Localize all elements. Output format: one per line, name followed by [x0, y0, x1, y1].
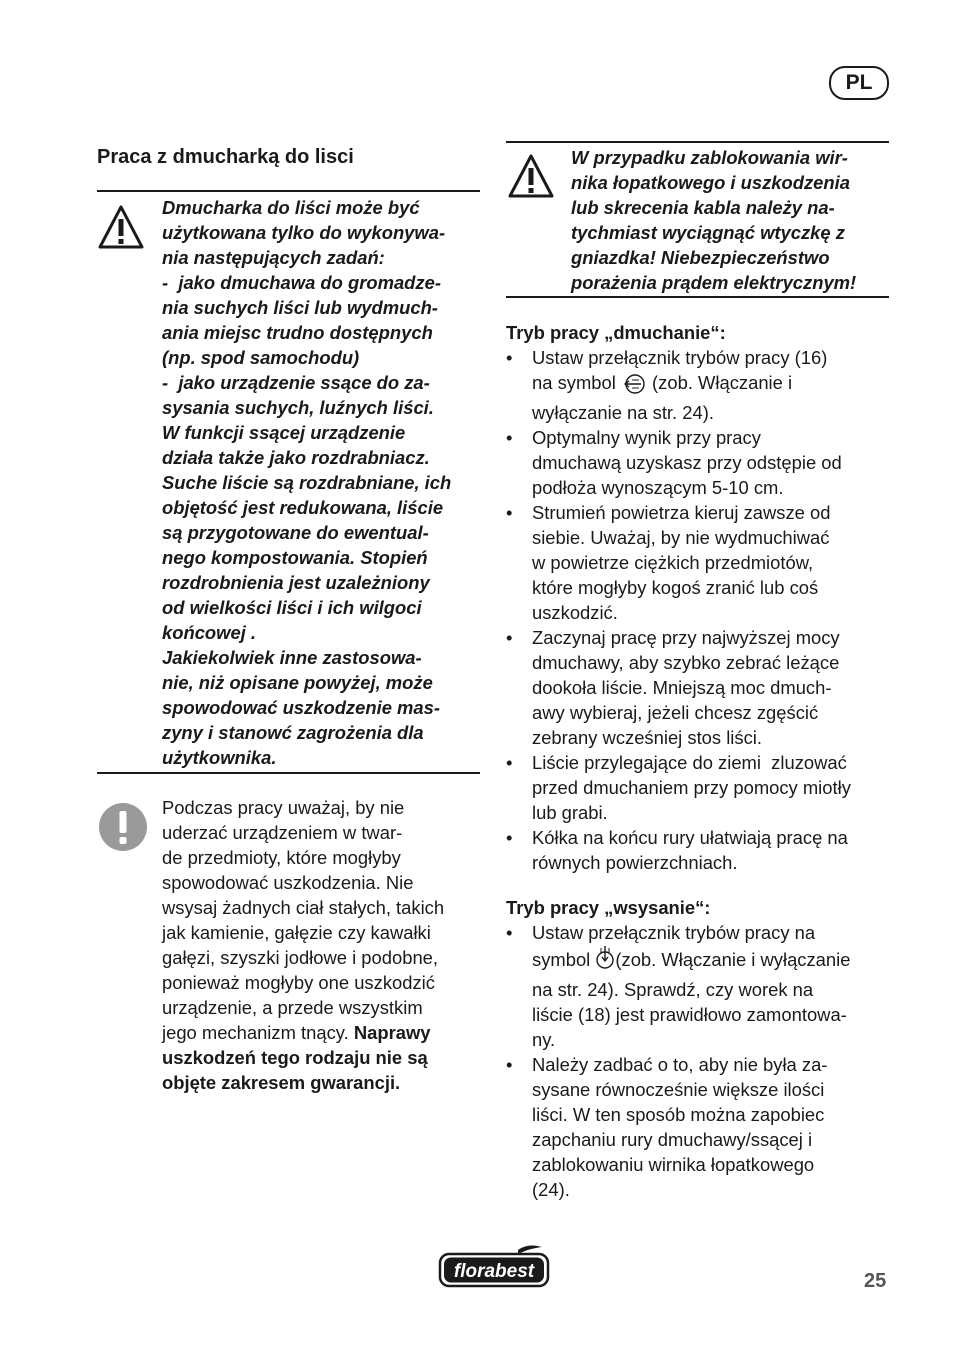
florabest-logo: [438, 1244, 550, 1295]
bullet: •: [506, 502, 513, 523]
bullet: •: [506, 922, 513, 943]
blowing-mode-heading: Tryb pracy „dmuchanie“:: [506, 322, 726, 343]
bullet: •: [506, 427, 513, 448]
blowing-mode-list: [506, 345, 896, 875]
bullet: •: [506, 347, 513, 368]
suction-mode-heading: Tryb pracy „wsysanie“:: [506, 897, 711, 918]
left-warning-text: Dmucharka do liści może być użytkowana tylko do wykonywa- nia następujących zadań: - jako dmuchawa do gromadze- nia suchych liści lub wydmuch- ania miejsc trudno dostępnych (np. spod samochodu) - jako urządzenie ssące do za- sysania suchych, luźnych liści. W funkcji ssącej urządzenie działa także jako rozdrabniacz. Suche liście są rozdrabniane, ich objętość jest redukowana, liście są przygotowane do ewentual- nego kompostowania. Stopień rozdrobnienia jest uzależniony od wielkości liści i ich wilgoci końcowej . Jakiekolwiek inne zastosowa- nie, niż opisane powyżej, może spowodować uszkodzenie mas- zyny i stanowć zagrożenia dla użytkownika.: [162, 197, 452, 768]
left-notice-text: [162, 795, 444, 1095]
list-item: • Ustaw przełącznik trybów pracy na symbol (zob. Włączanie i wyłączanie na str. 24). Sprawdź, czy worek na liście (18) jest prawidłowo zamontowa- ny.: [506, 922, 851, 1050]
bullet: •: [506, 1054, 513, 1075]
divider: [97, 190, 480, 192]
divider: [97, 772, 480, 774]
blow-mode-symbol-icon: [621, 374, 647, 400]
list-item: • Kółka na końcu rury ułatwiają pracę na równych powierzchniach.: [506, 827, 848, 873]
suction-mode-symbol-icon: [595, 945, 615, 977]
logo-text: florabest: [453, 1261, 535, 1282]
language-badge: PL: [829, 66, 889, 100]
suction-mode-list: [506, 920, 896, 1202]
list-item: • Strumień powietrza kieruj zawsze od siebie. Uważaj, by nie wydmuchiwać w powietrze ciężkich przedmiotów, które mogłyby kogoś zranić lub coś uszkodzić.: [506, 502, 831, 623]
section-title: Praca z dmucharką do lisci: [97, 146, 354, 168]
list-item: • Należy zadbać o to, aby nie była za- sysane równocześnie większe ilości liści. W ten sposób można zapobiec zapchaniu rury dmuchawy/ssącej i zablokowaniu wirnika łopatkowego (24).: [506, 1054, 828, 1200]
divider: [506, 141, 889, 143]
list-item: • Liście przylegające do ziemi zluzować przed dmuchaniem przy pomocy miotły lub grabi.: [506, 752, 851, 823]
exclamation-circle-icon: [98, 802, 148, 857]
suction-mode-section: [506, 895, 896, 1202]
right-warning-text: W przypadku zablokowania wir- nika łopatkowego i uszkodzenia lub skrecenia kabla należy na- tychmiast wyciągnąć wtyczkę z gniazdka! Niebezpieczeństwo porażenia prądem elektrycznym!: [571, 147, 857, 293]
bullet: •: [506, 627, 513, 648]
list-item: • Optymalny wynik przy pracy dmuchawą uzyskasz przy odstępie od podłoża wynoszącym 5-10 cm.: [506, 427, 842, 498]
warning-triangle-icon: [97, 204, 145, 255]
warning-triangle-icon: [507, 153, 555, 204]
bullet: •: [506, 752, 513, 773]
list-item: • Ustaw przełącznik trybów pracy (16) na symbol (zob. Włączanie i wyłączanie na str. 24).: [506, 347, 828, 423]
page-number: 25: [864, 1270, 887, 1292]
notice-regular-text: Podczas pracy uważaj, by nie uderzać urządzeniem w twar- de przedmioty, które mogłyby spowodować uszkodzenia. Nie wsysaj żadnych ciał stałych, takich jak kamienie, gałęzie czy kawałki gałęzi, szyszki jodłowe i podobne, ponieważ mogłyby one uszkodzić urządzenie, a przede wszystkim jego mechanizm tnący.: [162, 797, 445, 1043]
blowing-mode-section: [506, 320, 896, 875]
bullet: •: [506, 827, 513, 848]
divider: [506, 296, 889, 298]
list-item: • Zaczynaj pracę przy najwyższej mocy dmuchawy, aby szybko zebrać leżące dookoła liście. Mniejszą moc dmuch- awy wybieraj, jeżeli chcesz zgęścić zebrany wcześniej stos liści.: [506, 627, 840, 748]
notice-bold-text: Naprawy uszkodzeń tego rodzaju nie są objęte zakresem gwarancji.: [162, 1022, 431, 1093]
